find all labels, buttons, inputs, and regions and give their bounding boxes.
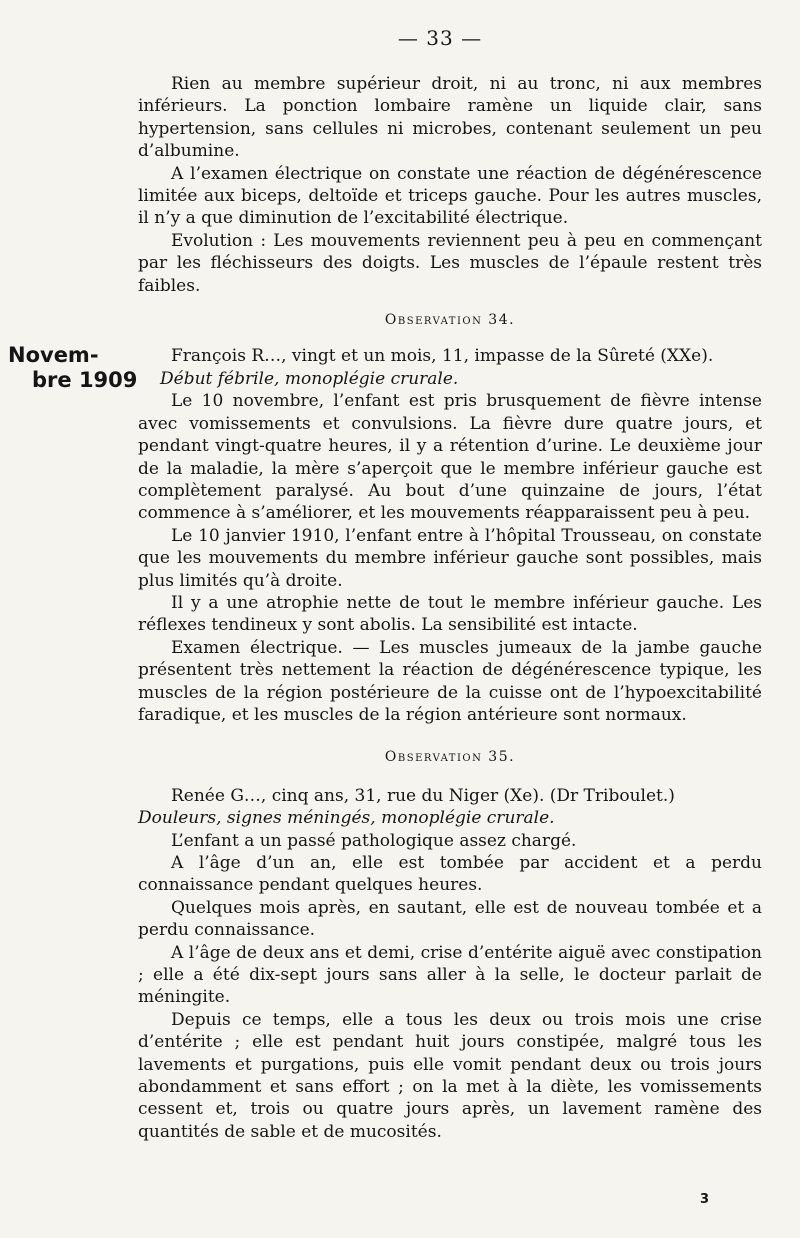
observation-35-patient-line: Renée G…, cinq ans, 31, rue du Niger (Xe). (Dr Triboulet.) [171, 785, 675, 806]
observation-35-paragraph-5: Depuis ce temps, elle a tous les deux ou trois mois une crise d’entérite ; elle est pendant huit jours constipée, malgré tous les lavements et purgations, puis elle vomit pendant deux ou trois jours abondamment et sans effort ; on la met à la diète, les vomissements cessent et, trois ou quatre jours après, un lavement ramène des quantités de sable et de mucosités. [138, 1009, 762, 1142]
intro-paragraph-2: A l’examen électrique on constate une réaction de dégénérescence limitée aux biceps, deltoïde et triceps gauche. Pour les autres muscles, il n’y a que diminution de l’excitabilité électrique. [138, 163, 762, 229]
observation-35-paragraph-3: Quelques mois après, en sautant, elle est de nouveau tombée et a perdu connaissance. [138, 897, 762, 941]
observation-34-title: Observation 34. [384, 312, 516, 329]
observation-34-patient-line: François R…, vingt et un mois, 11, impasse de la Sûreté (XXe). [171, 346, 714, 367]
margin-note-line-2: bre 1909 [32, 368, 138, 392]
observation-34-paragraph-3: Il y a une atrophie nette de tout le membre inférieur gauche. Les réflexes tendineux y sont abolis. La sensibilité est intacte. [138, 592, 762, 636]
observation-34-subtitle: Début fébrile, monoplégie crurale. [160, 368, 459, 389]
observation-35-paragraph-1: L’enfant a un passé pathologique assez chargé. [171, 830, 577, 851]
margin-note-line-1: Novem- [8, 343, 99, 367]
intro-paragraph-3: Evolution : Les mouvements reviennent peu à peu en commençant par les fléchisseurs des doigts. Les muscles de l’épaule restent très faibles. [138, 230, 762, 296]
observation-34-paragraph-1: Le 10 novembre, l’enfant est pris brusquement de fièvre intense avec vomissements et convulsions. La fièvre dure quatre jours, et pendant vingt-quatre heures, il y a rétention d’urine. Le deuxième jour de la maladie, la mère s’aperçoit que le membre inférieur gauche est complètement paralysé. Au bout d’une quinzaine de jours, l’état commence à s’améliorer, et les mouvements réapparaissent peu à peu. [138, 391, 762, 524]
observation-34-paragraph-2: Le 10 janvier 1910, l’enfant entre à l’hôpital Trousseau, on constate que les mouvements du membre inférieur gauche sont possibles, mais plus limités qu’à droite. [138, 525, 762, 591]
intro-paragraph-1: Rien au membre supérieur droit, ni au tronc, ni aux membres inférieurs. La ponction lombaire ramène un liquide clair, sans hypertension, sans cellules ni microbes, contenant seulement un peu d’albumine. [138, 74, 762, 162]
observation-35-paragraph-2: A l’âge d’un an, elle est tombée par accident et a perdu connaissance pendant quelques heures. [138, 853, 762, 896]
observation-34-paragraph-4: Examen électrique. — Les muscles jumeaux de la jambe gauche présentent très nettement la réaction de dégénérescence typique, les muscles de la région postérieure de la cuisse ont de l’hypoexcitabilité faradique, et les muscles de la région antérieure sont normaux. [138, 637, 762, 725]
margin-date-note [8, 343, 138, 393]
observation-35-subtitle: Douleurs, signes méningés, monoplégie crurale. [138, 808, 555, 829]
observation-35-title: Observation 35. [384, 749, 516, 766]
sheet-signature: 3 [700, 1192, 710, 1207]
page-number: — 33 — [397, 26, 483, 50]
observation-35-paragraph-4: A l’âge de deux ans et demi, crise d’entérite aiguë avec constipation ; elle a été dix-sept jours sans aller à la selle, le docteur parlait de méningite. [138, 942, 762, 1008]
text-column [138, 73, 762, 1143]
